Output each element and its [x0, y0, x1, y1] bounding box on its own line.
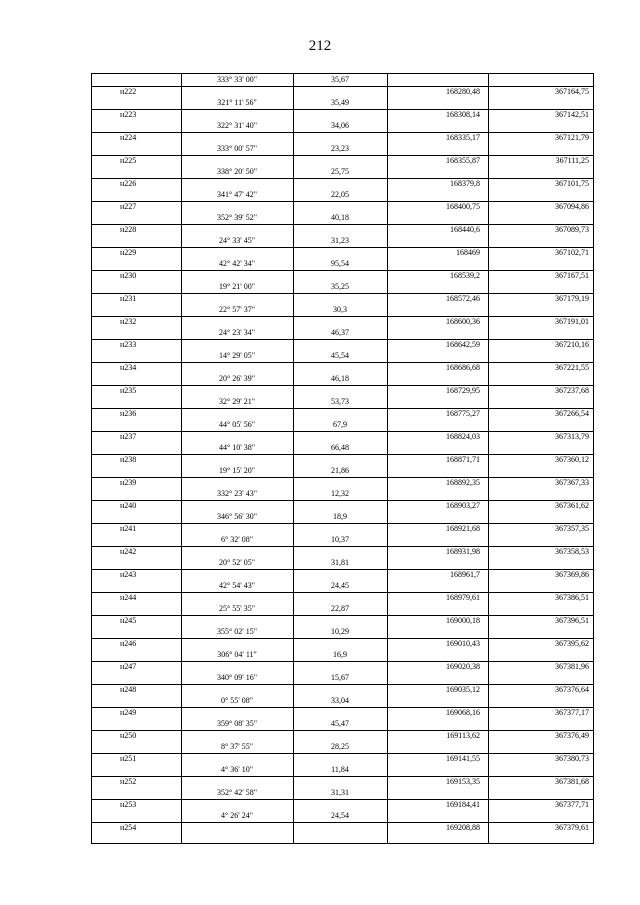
y-coordinate: 367089,73 — [555, 224, 589, 234]
y-coordinate: 367179,19 — [555, 293, 589, 303]
segment-distance: 10,37 — [331, 535, 349, 544]
point-name: н233 — [120, 339, 137, 349]
y-coordinate: 367377,71 — [555, 799, 589, 809]
segment-angle: 19° 15' 20" — [219, 466, 255, 475]
segment-distance: 35,25 — [331, 282, 349, 291]
segment-distance: 22,05 — [331, 190, 349, 199]
x-coordinate: 168355,87 — [446, 155, 480, 165]
point-name: н226 — [120, 178, 137, 188]
segment-distance: 95,54 — [331, 259, 349, 268]
segment-distance: 18,9 — [333, 512, 347, 521]
y-coordinate: 367210,16 — [555, 339, 589, 349]
point-name: н238 — [120, 454, 137, 464]
segment-angle: 346° 56' 30" — [217, 512, 257, 521]
y-coordinate: 367191,01 — [555, 316, 589, 326]
x-coordinate: 169000,18 — [446, 615, 480, 625]
segment-angle: 24° 33' 45" — [219, 236, 255, 245]
point-name: н236 — [120, 408, 137, 418]
point-name: н232 — [120, 316, 137, 326]
segment-angle: 355° 02' 15" — [217, 627, 257, 636]
segment-distance: 24,54 — [331, 811, 349, 820]
point-name: н231 — [120, 293, 137, 303]
x-coordinate: 168824,03 — [446, 431, 480, 441]
point-name: н246 — [120, 638, 137, 648]
point-name: н239 — [120, 477, 137, 487]
page-number: 212 — [308, 38, 332, 54]
y-coordinate: 367360,12 — [555, 454, 589, 464]
y-coordinate: 367380,73 — [555, 753, 589, 763]
y-coordinate: 367167,51 — [555, 270, 589, 280]
segment-angle: 42° 42' 34" — [219, 259, 255, 268]
x-coordinate: 168931,98 — [446, 546, 480, 556]
point-name: н243 — [120, 569, 137, 579]
segment-distance: 34,06 — [331, 121, 349, 130]
segment-distance: 16,9 — [333, 650, 347, 659]
point-name: н252 — [120, 776, 137, 786]
x-coordinate: 169153,35 — [446, 776, 480, 786]
point-name: н224 — [120, 132, 137, 142]
y-coordinate: 367164,75 — [555, 86, 589, 96]
segment-distance: 66,48 — [331, 443, 349, 452]
point-name: н222 — [120, 86, 137, 96]
segment-distance: 10,29 — [331, 627, 349, 636]
segment-distance: 33,04 — [331, 696, 349, 705]
y-coordinate: 367358,53 — [555, 546, 589, 556]
y-coordinate: 367367,33 — [555, 477, 589, 487]
segment-angle: 306° 04' 11" — [217, 650, 257, 659]
segment-angle: 19° 21' 00" — [219, 282, 255, 291]
segment-angle: 352° 42' 58" — [217, 788, 257, 797]
x-coordinate: 168308,14 — [446, 109, 480, 119]
segment-angle: 25° 55' 35" — [219, 604, 255, 613]
segment-distance: 23,23 — [331, 144, 349, 153]
x-coordinate: 168280,48 — [446, 86, 480, 96]
point-name: н248 — [120, 684, 137, 694]
segment-angle: 0° 55' 08" — [221, 696, 253, 705]
segment-angle: 338° 20' 50" — [217, 167, 257, 176]
point-name: н249 — [120, 707, 137, 717]
segment-angle: 6° 32' 08" — [221, 535, 253, 544]
y-coordinate: 367381,96 — [555, 661, 589, 671]
segment-distance: 28,25 — [331, 742, 349, 751]
segment-distance: 53,73 — [331, 397, 349, 406]
segment-distance: 31,31 — [331, 788, 349, 797]
segment-angle: 341° 47' 42" — [217, 190, 257, 199]
x-coordinate: 168979,61 — [446, 592, 480, 602]
point-name: н227 — [120, 201, 137, 211]
x-coordinate: 169020,38 — [446, 661, 480, 671]
x-coordinate: 169113,62 — [446, 730, 480, 740]
segment-angle: 42° 54' 43" — [219, 581, 255, 590]
segment-distance: 31,81 — [331, 558, 349, 567]
point-name: н242 — [120, 546, 137, 556]
segment-distance: 30,3 — [333, 305, 347, 314]
segment-angle: 332° 23' 43" — [217, 489, 257, 498]
point-name: н244 — [120, 592, 137, 602]
segment-angle: 44° 10' 38" — [219, 443, 255, 452]
x-coordinate: 169141,55 — [446, 753, 480, 763]
point-name: н235 — [120, 385, 137, 395]
x-coordinate: 168539,2 — [450, 270, 480, 280]
y-coordinate: 367121,79 — [555, 132, 589, 142]
y-coordinate: 367313,79 — [555, 431, 589, 441]
x-coordinate: 169208,88 — [446, 822, 480, 832]
segment-distance: 21,86 — [331, 466, 349, 475]
y-coordinate: 367361,62 — [555, 500, 589, 510]
segment-distance: 15,67 — [331, 673, 349, 682]
y-coordinate: 367357,35 — [555, 523, 589, 533]
point-name: н251 — [120, 753, 137, 763]
segment-distance: 12,32 — [331, 489, 349, 498]
segment-angle: 20° 52' 05" — [219, 558, 255, 567]
point-name: н237 — [120, 431, 137, 441]
x-coordinate: 168600,36 — [446, 316, 480, 326]
x-coordinate: 168729,95 — [446, 385, 480, 395]
segment-distance: 46,18 — [331, 374, 349, 383]
y-coordinate: 367381,68 — [555, 776, 589, 786]
point-name: н234 — [120, 362, 137, 372]
y-coordinate: 367094,86 — [555, 201, 589, 211]
segment-distance: 40,18 — [331, 213, 349, 222]
x-coordinate: 168400,75 — [446, 201, 480, 211]
point-name: н228 — [120, 224, 137, 234]
segment-angle: 333° 00' 57" — [217, 144, 257, 153]
y-coordinate: 367386,51 — [555, 592, 589, 602]
segment-distance: 25,75 — [331, 167, 349, 176]
segment-distance: 45,47 — [331, 719, 349, 728]
x-coordinate: 168335,17 — [446, 132, 480, 142]
segment-angle: 22° 57' 37" — [219, 305, 255, 314]
x-coordinate: 169010,43 — [446, 638, 480, 648]
x-coordinate: 168469 — [456, 247, 480, 257]
segment-angle: 4° 26' 24" — [221, 811, 253, 820]
x-coordinate: 168686,68 — [446, 362, 480, 372]
y-coordinate: 367395,62 — [555, 638, 589, 648]
segment-distance: 45,54 — [331, 351, 349, 360]
point-name: н250 — [120, 730, 137, 740]
y-coordinate: 367101,75 — [555, 178, 589, 188]
segment-distance: 46,37 — [331, 328, 349, 337]
point-name: н229 — [120, 247, 137, 257]
y-coordinate: 367396,51 — [555, 615, 589, 625]
segment-distance: 22,87 — [331, 604, 349, 613]
segment-angle: 333° 33' 00" — [217, 75, 257, 84]
point-name: н247 — [120, 661, 137, 671]
x-coordinate: 168892,35 — [446, 477, 480, 487]
segment-angle: 340° 09' 16" — [217, 673, 257, 682]
x-coordinate: 168572,46 — [446, 293, 480, 303]
x-coordinate: 169068,16 — [446, 707, 480, 717]
y-coordinate: 367102,71 — [555, 247, 589, 257]
segment-angle: 321° 11' 56" — [217, 98, 257, 107]
segment-angle: 20° 26' 39" — [219, 374, 255, 383]
x-coordinate: 168440,6 — [450, 224, 480, 234]
segment-distance: 35,67 — [331, 75, 349, 84]
segment-angle: 44° 05' 56" — [219, 420, 255, 429]
x-coordinate: 168775,27 — [446, 408, 480, 418]
segment-angle: 32° 29' 21" — [219, 397, 255, 406]
segment-angle: 8° 37' 55" — [221, 742, 253, 751]
x-coordinate: 168379,8 — [450, 178, 480, 188]
y-coordinate: 367142,51 — [555, 109, 589, 119]
segment-distance: 24,45 — [331, 581, 349, 590]
y-coordinate: 367379,61 — [555, 822, 589, 832]
point-name: н225 — [120, 155, 137, 165]
y-coordinate: 367237,68 — [555, 385, 589, 395]
survey-coordinates-table — [91, 73, 594, 844]
segment-angle: 352° 39' 52" — [217, 213, 257, 222]
y-coordinate: 367377,17 — [555, 707, 589, 717]
segment-angle: 4° 36' 10" — [221, 765, 253, 774]
point-name: н240 — [120, 500, 137, 510]
point-name: н253 — [120, 799, 137, 809]
y-coordinate: 367111,25 — [555, 155, 589, 165]
y-coordinate: 367221,55 — [555, 362, 589, 372]
x-coordinate: 168642,59 — [446, 339, 480, 349]
segment-angle: 24° 23' 34" — [219, 328, 255, 337]
point-name: н230 — [120, 270, 137, 280]
segment-distance: 31,23 — [331, 236, 349, 245]
point-name: н245 — [120, 615, 137, 625]
x-coordinate: 168921,68 — [446, 523, 480, 533]
y-coordinate: 367376,64 — [555, 684, 589, 694]
segment-distance: 67,9 — [333, 420, 347, 429]
segment-angle: 14° 29' 05" — [219, 351, 255, 360]
point-name: н254 — [120, 822, 137, 832]
segment-angle: 322° 31' 40" — [217, 121, 257, 130]
x-coordinate: 168961,7 — [450, 569, 480, 579]
x-coordinate: 169035,12 — [446, 684, 480, 694]
segment-angle: 359° 08' 35" — [217, 719, 257, 728]
segment-distance: 35,49 — [331, 98, 349, 107]
y-coordinate: 367266,54 — [555, 408, 589, 418]
point-name: н223 — [120, 109, 137, 119]
point-name: н241 — [120, 523, 137, 533]
segment-distance: 11,84 — [331, 765, 349, 774]
x-coordinate: 169184,41 — [446, 799, 480, 809]
y-coordinate: 367376,49 — [555, 730, 589, 740]
y-coordinate: 367369,86 — [555, 569, 589, 579]
x-coordinate: 168871,71 — [446, 454, 480, 464]
x-coordinate: 168903,27 — [446, 500, 480, 510]
